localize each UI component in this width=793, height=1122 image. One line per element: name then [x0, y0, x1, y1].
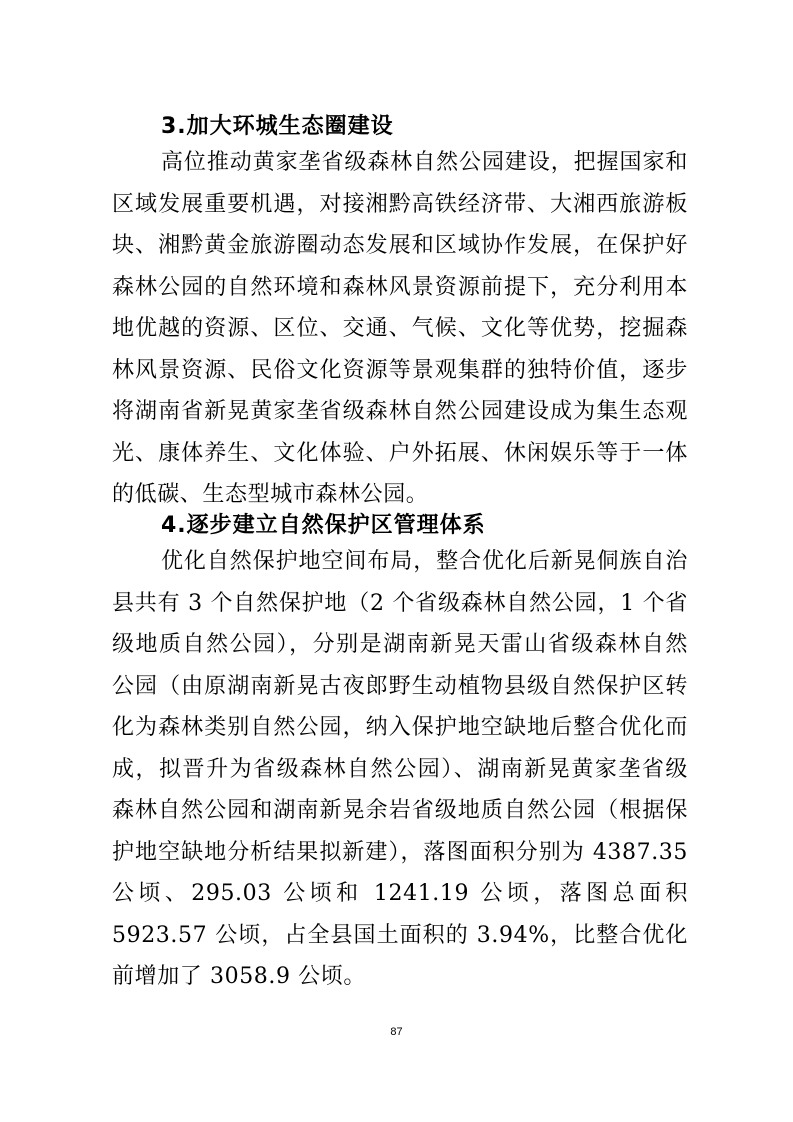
section-4-paragraph: 优化自然保护地空间布局，整合优化后新晃侗族自治县共有 3 个自然保护地（2 个省级森林自然公园，1 个省级地质自然公园），分别是湖南新晃天雷山省级森林自然公园（由原湖南新晃古夜郎野生动植物县级自然保护区转化为森林类别自然公园，纳入保护地空缺地后整合优化而成，拟晋升为省级森林自然公园）、湖南新晃黄家垄省级森林自然公园和湖南新晃余岩省级地质自然公园（根据保护地空缺地分析结果拟新建），落图面积分别为 4387.35 公顷、295.03 公顷和 1241.19 公顷，落图总面积 5923.57 公顷，占全县国土面积的 3.94%，比整合优化前增加了 3058.9 公顷。: [112, 549, 688, 989]
section-3-paragraph: 高位推动黄家垄省级森林自然公园建设，把握国家和区域发展重要机遇，对接湘黔高铁经济带、大湘西旅游板块、湘黔黄金旅游圈动态发展和区域协作发展，在保护好森林公园的自然环境和森林风景资源前提下，充分利用本地优越的资源、区位、交通、气候、文化等优势，挖掘森林风景资源、民俗文化资源等景观集群的独特价值，逐步将湖南省新晃黄家垄省级森林自然公园建设成为集生态观光、康体养生、文化体验、户外拓展、休闲娱乐等于一体的低碳、生态型城市森林公园。: [112, 150, 688, 507]
section-3-heading: 3.加大环城生态圈建设: [161, 114, 394, 139]
section-4-heading: 4.逐步建立自然保护区管理体系: [161, 513, 486, 538]
page-number: 87: [390, 1026, 403, 1038]
